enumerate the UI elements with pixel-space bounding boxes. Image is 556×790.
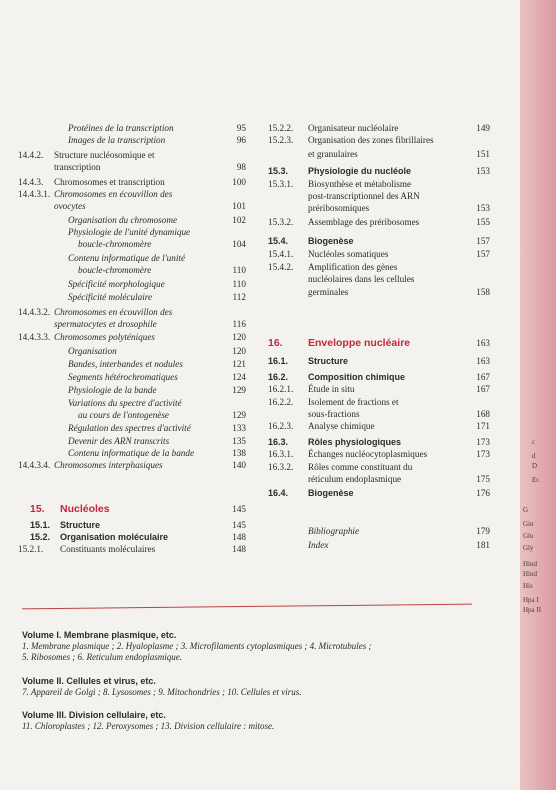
volume-entry xyxy=(22,630,372,663)
toc-entry-page: 124 xyxy=(232,372,246,382)
toc-entry-page: 112 xyxy=(232,292,246,302)
toc-entry-title: post-transcriptionnel des ARN xyxy=(308,191,420,201)
toc-entry-page: 151 xyxy=(476,149,490,159)
toc-entry-page: 101 xyxy=(232,201,246,211)
toc-entry-title: Analyse chimique xyxy=(308,421,375,431)
toc-entry-title: Variations du spectre d'activité xyxy=(68,398,182,408)
toc-entry-page: 98 xyxy=(236,162,246,172)
toc-entry-page: 163 xyxy=(476,338,490,348)
toc-entry-title: Physiologie du nucléole xyxy=(308,166,412,176)
toc-entry-page: 129 xyxy=(232,385,246,395)
toc-entry-title: germinales xyxy=(308,287,349,297)
toc-entry-page: 145 xyxy=(232,504,246,514)
volume-entry xyxy=(22,710,274,732)
toc-entry-title: Biosynthèse et métabolisme xyxy=(308,179,412,189)
toc-entry-title: Composition chimique xyxy=(308,372,406,382)
toc-entry-title: Enveloppe nucléaire xyxy=(308,337,411,349)
toc-entry-page: 176 xyxy=(476,488,490,498)
toc-entry-number: 16.3.1. xyxy=(268,449,294,459)
edge-letter: G xyxy=(523,506,529,514)
toc-entry-title: Bibliographie xyxy=(308,526,360,536)
edge-letter: c xyxy=(532,438,536,446)
edge-letter: Ec xyxy=(532,476,540,484)
toc-entry-title: Organisateur nucléolaire xyxy=(308,123,399,133)
toc-entry-title: Index xyxy=(308,540,329,550)
toc-entry-title: spermatocytes et drosophile xyxy=(54,319,157,329)
toc-entry-number: 15.2.3. xyxy=(268,135,294,145)
toc-entry-page: 167 xyxy=(476,372,490,382)
toc-entry-page: 102 xyxy=(232,215,246,225)
toc-entry-page: 129 xyxy=(232,410,246,420)
volume-contents: 11. Chloroplastes ; 12. Peroxysomes ; 13. Division cellulaire : mitose. xyxy=(22,721,275,731)
toc-entry-page: 149 xyxy=(476,123,490,133)
section-divider xyxy=(22,604,472,610)
toc-entry-number: 15.3. xyxy=(268,166,289,176)
toc-entry-title: Segments hétérochromatiques xyxy=(68,372,178,382)
toc-entry-title: au cours de l'ontogenèse xyxy=(78,410,170,420)
toc-entry-title: Échanges nucléocytoplasmiques xyxy=(308,449,428,459)
volume-title: Volume I. Membrane plasmique, etc. xyxy=(22,630,177,640)
toc-entry-title: Biogenèse xyxy=(308,488,354,498)
toc-entry-number: 15. xyxy=(30,503,45,515)
volume-entry xyxy=(22,676,301,698)
toc-entry-page: 155 xyxy=(476,217,490,227)
toc-entry-number: 15.1. xyxy=(30,520,51,530)
toc-entry-title: Chromosomes et transcription xyxy=(54,177,165,187)
toc-entry-number: 14.4.3.3. xyxy=(18,332,51,342)
toc-entry-number: 14.4.3.4. xyxy=(18,460,51,470)
toc-entry-number: 16. xyxy=(268,337,283,349)
toc-entry-page: 110 xyxy=(232,279,246,289)
toc-entry-number: 15.2. xyxy=(30,532,51,542)
toc-entry-number: 15.4.1. xyxy=(268,249,294,259)
toc-entry-page: 168 xyxy=(476,409,490,419)
toc-entry-title: Physiologie de la bande xyxy=(68,385,157,395)
toc-entry-page: 167 xyxy=(476,384,490,394)
toc-entry-title: Devenir des ARN transcrits xyxy=(68,436,170,446)
toc-entry-page: 116 xyxy=(232,319,246,329)
toc-entry-page: 163 xyxy=(476,356,490,366)
toc-entry-page: 157 xyxy=(476,249,490,259)
toc-entry-title: Bandes, interbandes et nodules xyxy=(68,359,183,369)
edge-letter: Hind xyxy=(523,570,537,578)
toc-entry-number: 15.2.1. xyxy=(18,544,44,554)
volume-title: Volume III. Division cellulaire, etc. xyxy=(22,710,166,720)
toc-entry-title: Chromosomes en écouvillon des xyxy=(54,307,173,317)
toc-entry-title: Contenu informatique de la bande xyxy=(68,448,195,458)
toc-entry-title: Spécificité morphologique xyxy=(68,279,165,289)
toc-entry-page: 95 xyxy=(236,123,246,133)
toc-entry-page: 110 xyxy=(232,265,246,275)
toc-entry-page: 135 xyxy=(232,436,246,446)
edge-letter: Glu xyxy=(523,532,534,540)
toc-entry-number: 15.4.2. xyxy=(268,262,294,272)
edge-letter: Hpa I xyxy=(523,596,539,604)
volume-contents: 5. Ribosomes ; 6. Reticulum endoplasmique. xyxy=(22,652,182,662)
toc-entry-number: 16.2. xyxy=(268,372,289,382)
edge-letter: Hpa II xyxy=(523,606,542,614)
toc-entry-number: 16.4. xyxy=(268,488,289,498)
toc-entry-title: boucle-chromomère xyxy=(78,239,152,249)
toc-entry-page: 120 xyxy=(232,332,246,342)
toc-entry-title: réticulum endoplasmique xyxy=(308,474,402,484)
toc-entry-title: Spécificité moléculaire xyxy=(68,292,153,302)
toc-entry-title: transcription xyxy=(54,162,101,172)
edge-letter: D xyxy=(532,462,538,470)
toc-entry-title: Chromosomes en écouvillon des xyxy=(54,189,173,199)
edge-letter: Gly xyxy=(523,544,534,552)
toc-entry-number: 14.4.3. xyxy=(18,177,44,187)
edge-letter: d xyxy=(532,452,536,460)
toc-entry-page: 179 xyxy=(476,526,490,536)
edge-letter: Gin xyxy=(523,520,534,528)
toc-entry-number: 14.4.3.1. xyxy=(18,189,51,199)
toc-entry-title: Contenu informatique de l'unité xyxy=(68,253,186,263)
toc-entry-title: Constituants moléculaires xyxy=(60,544,156,554)
toc-entry-title: Chromosomes polyténiques xyxy=(54,332,155,342)
toc-entry-title: Rôles comme constituant du xyxy=(308,462,413,472)
toc-entry-title: Organisation xyxy=(68,346,117,356)
volume-contents: 7. Appareil de Golgi ; 8. Lysosomes ; 9. Mitochondries ; 10. Cellules et virus. xyxy=(22,687,302,697)
toc-entry-title: boucle-chromomère xyxy=(78,265,152,275)
toc-entry-title: Organisation moléculaire xyxy=(60,532,169,542)
toc-entry-number: 15.3.1. xyxy=(268,179,294,189)
toc-entry-number: 16.2.2. xyxy=(268,397,294,407)
volume-title: Volume II. Cellules et virus, etc. xyxy=(22,676,156,686)
toc-entry-title: Biogenèse xyxy=(308,236,354,246)
volume-contents: 1. Membrane plasmique ; 2. Hyaloplasme ; 3. Microfilaments cytoplasmiques ; 4. Microtubules ; xyxy=(22,641,372,651)
toc-entry-number: 16.3. xyxy=(268,437,289,447)
toc-entry-page: 153 xyxy=(476,166,490,176)
toc-entry-title: nucléolaires dans les cellules xyxy=(308,274,415,284)
toc-entry-title: Structure nucléosomique et xyxy=(54,150,155,160)
toc-entry-page: 173 xyxy=(476,437,490,447)
toc-entry-page: 171 xyxy=(476,421,490,431)
toc-entry-number: 14.4.2. xyxy=(18,150,44,160)
edge-letter: His xyxy=(523,582,533,590)
toc-entry-number: 16.2.1. xyxy=(268,384,294,394)
toc-entry-title: Chromosomes interphasiques xyxy=(54,460,163,470)
adjacent-page-edge xyxy=(520,0,556,790)
toc-entry-number: 15.2.2. xyxy=(268,123,294,133)
toc-entry-title: Structure xyxy=(308,356,349,366)
toc-entry-number: 16.1. xyxy=(268,356,289,366)
toc-entry-page: 173 xyxy=(476,449,490,459)
toc-entry-title: Physiologie de l'unité dynamique xyxy=(68,227,191,237)
toc-entry-number: 15.4. xyxy=(268,236,289,246)
toc-entry-number: 14.4.3.2. xyxy=(18,307,51,317)
toc-entry-title: Protéines de la transcription xyxy=(68,123,174,133)
toc-entry-title: Nucléoles xyxy=(60,503,110,515)
toc-entry-number: 16.2.3. xyxy=(268,421,294,431)
toc-entry-page: 133 xyxy=(232,423,246,433)
toc-entry-title: Amplification des gènes xyxy=(308,262,398,272)
toc-entry-page: 120 xyxy=(232,346,246,356)
edge-letter: Hind xyxy=(523,560,537,568)
toc-entry-page: 96 xyxy=(236,135,246,145)
toc-entry-page: 104 xyxy=(232,239,246,249)
toc-entry-page: 138 xyxy=(232,448,246,458)
toc-entry-title: Organisation du chromosome xyxy=(68,215,178,225)
toc-entry-title: Images de la transcription xyxy=(68,135,166,145)
toc-entry-number: 15.3.2. xyxy=(268,217,294,227)
toc-entry-page: 153 xyxy=(476,203,490,213)
toc-entry-title: et granulaires xyxy=(308,149,358,159)
toc-entry-page: 148 xyxy=(232,544,246,554)
toc-entry-title: préribosomiques xyxy=(308,203,370,213)
toc-entry-page: 145 xyxy=(232,520,246,530)
toc-entry-title: Nucléoles somatiques xyxy=(308,249,389,259)
toc-entry-page: 140 xyxy=(232,460,246,470)
toc-entry-title: Régulation des spectres d'activité xyxy=(68,423,191,433)
toc-entry-title: sous-fractions xyxy=(308,409,360,419)
toc-entry-title: Étude in situ xyxy=(308,384,355,394)
toc-entry-page: 100 xyxy=(232,177,246,187)
toc-entry-number: 16.3.2. xyxy=(268,462,294,472)
toc-entry-page: 175 xyxy=(476,474,490,484)
toc-entry-page: 157 xyxy=(476,236,490,246)
toc-entry-title: ovocytes xyxy=(54,201,86,211)
toc-entry-page: 158 xyxy=(476,287,490,297)
toc-entry-title: Organisation des zones fibrillaires xyxy=(308,135,434,145)
toc-entry-title: Structure xyxy=(60,520,101,530)
toc-entry-page: 181 xyxy=(476,540,490,550)
toc-entry-title: Rôles physiologiques xyxy=(308,437,402,447)
toc-entry-page: 121 xyxy=(232,359,246,369)
toc-entry-page: 148 xyxy=(232,532,246,542)
toc-entry-title: Isolement de fractions et xyxy=(308,397,399,407)
toc-entry-title: Assemblage des préribosomes xyxy=(308,217,420,227)
